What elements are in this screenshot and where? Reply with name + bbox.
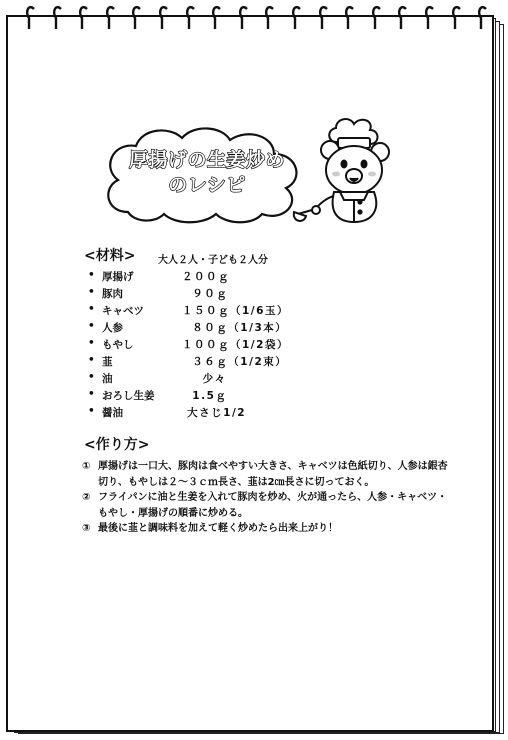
step-number: ② bbox=[82, 492, 91, 503]
ingredient-name: 韮 bbox=[102, 356, 113, 368]
ingredient-row bbox=[88, 286, 348, 303]
ingredients-heading: <材料> bbox=[84, 248, 136, 264]
ingredient-name: 豚肉 bbox=[102, 288, 123, 300]
spiral-ring-icon bbox=[53, 4, 64, 30]
ingredient-quantity: ３６ｇ（1/2束） bbox=[182, 356, 288, 368]
spiral-ring-icon bbox=[292, 4, 303, 30]
bullet-icon: • bbox=[88, 354, 95, 366]
ingredient-quantity: ９０ｇ bbox=[182, 288, 229, 300]
bullet-icon: • bbox=[88, 388, 95, 400]
ingredient-quantity: 大さじ1/2 bbox=[182, 407, 247, 419]
ingredients-list bbox=[88, 269, 348, 422]
spiral-ring-icon bbox=[79, 4, 90, 30]
spiral-ring-icon bbox=[319, 4, 330, 30]
servings-text: 大人２人・子ども２人分 bbox=[158, 255, 268, 266]
spiral-ring-icon bbox=[452, 4, 463, 30]
step-text: フライパンに油と生姜を入れて豚肉を炒め、火が通ったら、人参・キャベツ・もやし・厚揚げの順番に炒める。 bbox=[98, 492, 448, 519]
ingredient-row bbox=[88, 371, 348, 388]
spiral-ring-icon bbox=[186, 4, 197, 30]
ingredient-row bbox=[88, 388, 348, 405]
spiral-ring-icon bbox=[239, 4, 250, 30]
ingredient-quantity: １００ｇ（1/2袋） bbox=[182, 339, 289, 351]
ingredient-name: 人参 bbox=[102, 322, 123, 334]
ingredient-name: 厚揚げ bbox=[102, 271, 134, 283]
ingredient-name: おろし生姜 bbox=[102, 390, 155, 402]
ingredient-quantity: １５０ｇ（1/6玉） bbox=[182, 305, 289, 317]
step-text: 最後に韮と調味料を加えて軽く炒めたら出来上がり！ bbox=[98, 523, 338, 534]
spiral-ring-icon bbox=[265, 4, 276, 30]
page-title: 厚揚げの生姜炒め のレシピ bbox=[128, 149, 285, 196]
bullet-icon: • bbox=[88, 320, 95, 332]
spiral-ring-icon bbox=[425, 4, 436, 30]
ingredient-name: 油 bbox=[102, 373, 113, 385]
bullet-icon: • bbox=[88, 337, 95, 349]
spiral-ring-icon bbox=[212, 4, 223, 30]
bullet-icon: • bbox=[88, 405, 95, 417]
ingredient-row bbox=[88, 337, 348, 354]
ingredient-name: キャベツ bbox=[102, 305, 144, 317]
spiral-ring-icon bbox=[398, 4, 409, 30]
method-step bbox=[82, 490, 454, 521]
ingredient-quantity: 1.5ｇ bbox=[182, 390, 228, 402]
step-number: ① bbox=[82, 461, 91, 472]
method-step bbox=[82, 459, 454, 490]
bullet-icon: • bbox=[88, 269, 95, 281]
spiral-ring-icon bbox=[26, 4, 37, 30]
ingredient-row bbox=[88, 303, 348, 320]
ingredient-row bbox=[88, 354, 348, 371]
ingredient-row bbox=[88, 405, 348, 422]
method-step bbox=[82, 521, 454, 537]
bullet-icon: • bbox=[88, 286, 95, 298]
spiral-ring-icon bbox=[106, 4, 117, 30]
step-number: ③ bbox=[82, 523, 91, 534]
ingredient-quantity: 少々 bbox=[182, 373, 227, 385]
method-steps bbox=[82, 459, 454, 537]
ingredient-row bbox=[88, 320, 348, 337]
chef-bear-icon bbox=[290, 112, 400, 227]
method-heading: <作り方> bbox=[84, 437, 150, 453]
ingredient-name: 醤油 bbox=[102, 407, 123, 419]
ingredient-name: もやし bbox=[102, 339, 134, 351]
step-text: 厚揚げは一口大、豚肉は食べやすい大きさ、キャベツは色紙切り、人参は銀杏切り、もやしは２～３ｃｍ長さ、韮は2㎝長さに切っておく。 bbox=[98, 461, 448, 488]
bullet-icon: • bbox=[88, 303, 95, 315]
spiral-binding bbox=[0, 0, 508, 34]
spiral-ring-icon bbox=[345, 4, 356, 30]
ingredient-quantity: ２００ｇ bbox=[182, 271, 230, 283]
ingredient-quantity: ８０ｇ（1/3本） bbox=[182, 322, 288, 334]
spiral-ring-icon bbox=[372, 4, 383, 30]
bullet-icon: • bbox=[88, 371, 95, 383]
spiral-ring-icon bbox=[132, 4, 143, 30]
spiral-ring-icon bbox=[159, 4, 170, 30]
spiral-ring-icon bbox=[478, 4, 489, 30]
ingredient-row bbox=[88, 269, 348, 286]
